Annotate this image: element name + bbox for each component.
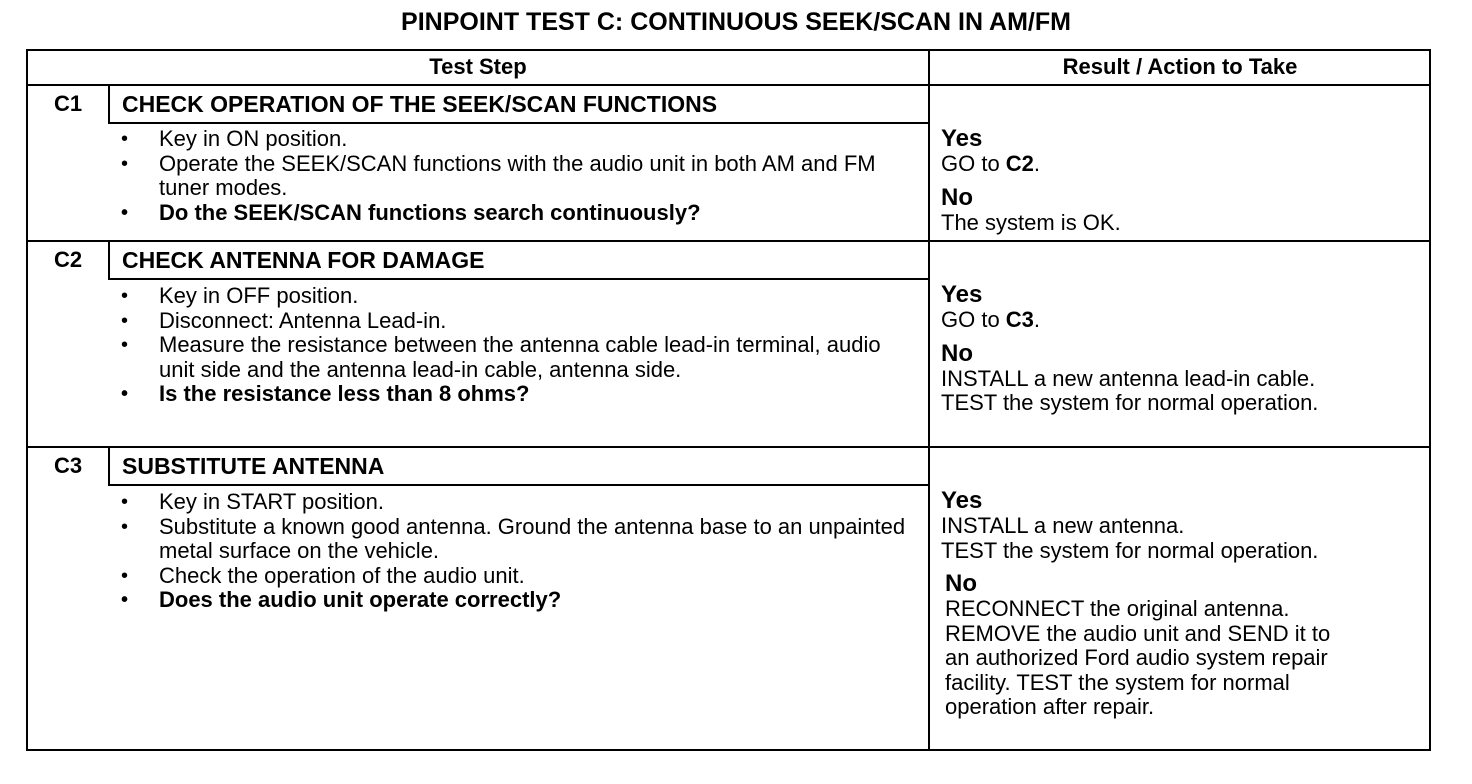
yes-label: Yes [941,125,983,152]
list-item: • Key in OFF position. [118,284,908,309]
step-id-c2: C2 [53,247,83,272]
list-item: • Check the operation of the audio unit. [118,564,908,589]
header-test-step: Test Step [429,54,527,79]
action-text: GO to [941,151,1006,176]
step-c1-instructions [118,127,908,225]
yes-label: Yes [941,487,983,514]
step-c2-instructions [118,284,908,407]
list-item: • Disconnect: Antenna Lead-in. [118,309,908,334]
step-question: • Does the audio unit operate correctly? [118,588,908,613]
no-action: TEST the system for normal operation. [941,390,1319,415]
yes-action: TEST the system for normal operation. [941,537,1319,563]
yes-action [941,308,1421,333]
step-title-c2: CHECK ANTENNA FOR DAMAGE [122,247,485,273]
no-label: No [945,570,977,597]
no-action: operation after repair. [945,694,1155,719]
step-c3-instructions [118,490,908,613]
no-action: INSTALL a new antenna lead-in cable. [941,365,1316,391]
no-action: The system is OK. [941,209,1121,235]
result-c2 [941,282,1421,416]
step-ref-c2: C2 [1005,151,1034,176]
list-item: • Key in ON position. [118,127,908,152]
result-c1 [941,126,1421,235]
list-item: • Operate the SEEK/SCAN functions with the audio unit in both AM and FM tuner modes. [118,152,908,201]
no-action: an authorized Ford audio system repair [945,645,1328,670]
step-question: • Do the SEEK/SCAN functions search continuously? [118,201,908,226]
step-id-c3: C3 [53,453,83,478]
step-id-c1: C1 [53,91,83,116]
no-label: No [941,183,973,211]
action-text: . [1033,151,1041,176]
step-id-divider [108,446,110,484]
header-result-action: Result / Action to Take [1062,54,1298,79]
list-item: • Substitute a known good antenna. Ground the antenna base to an unpainted metal surface on the vehicle. [118,515,908,564]
page-title: PINPOINT TEST C: CONTINUOUS SEEK/SCAN IN AM/FM [401,8,1071,36]
step-ref-c3: C3 [1005,307,1034,332]
step-id-divider [108,240,110,278]
no-label: No [941,339,973,367]
result-c3 [941,488,1421,720]
yes-label: Yes [941,281,983,308]
list-item: • Key in START position. [118,490,908,515]
yes-action [941,152,1421,177]
step-question: • Is the resistance less than 8 ohms? [118,382,908,407]
no-action: facility. TEST the system for normal [945,669,1290,695]
action-text: . [1033,307,1041,332]
step-title-underline [108,278,929,280]
list-item: • Measure the resistance between the antenna cable lead-in terminal, audio unit side and the antenna lead-in cable, antenna side. [118,333,908,382]
column-divider [928,49,930,751]
action-text: GO to [941,307,1006,332]
step-title-underline [108,122,929,124]
step-title-underline [108,484,929,486]
yes-action: INSTALL a new antenna. [941,513,1185,538]
step-title-c3: SUBSTITUTE ANTENNA [122,453,385,479]
step-id-divider [108,84,110,122]
no-action: RECONNECT the original antenna. [945,596,1290,621]
no-action: REMOVE the audio unit and SEND it to [945,620,1331,646]
step-title-c1: CHECK OPERATION OF THE SEEK/SCAN FUNCTIONS [122,91,718,117]
